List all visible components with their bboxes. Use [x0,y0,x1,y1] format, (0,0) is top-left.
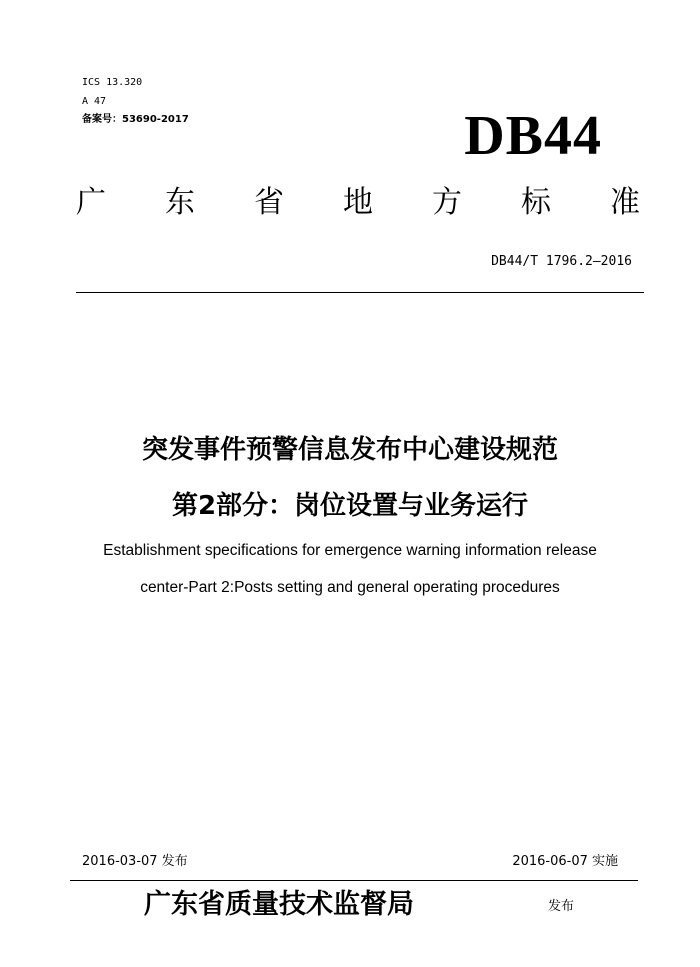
top-divider [76,292,644,293]
heading-char: 标 [521,185,551,220]
heading-char: 广 [76,185,106,220]
db44-logo: DB44 [464,105,602,167]
standard-code: DB44/T 1796.2—2016 [491,254,632,269]
heading-char: 方 [432,185,462,220]
bottom-divider [70,880,638,881]
ics-code: ICS 13.320 [82,77,143,88]
record-number: 备案号：53690-2017 [82,114,189,125]
category-code: A 47 [82,96,107,107]
title-main-chinese: 突发事件预警信息发布中心建设规范 [141,435,558,465]
issuing-authority: 广东省质量技术监督局 [144,889,414,920]
issue-date: 2016-03-07 发布 [82,854,188,869]
title-english-line2: center-Part 2:Posts setting and general operating procedures [140,579,560,596]
heading-char: 地 [343,185,373,220]
issuing-label: 发布 [548,899,575,914]
heading-char: 东 [165,185,195,220]
heading-char: 准 [610,185,640,220]
local-standard-heading [76,183,640,223]
heading-char: 省 [254,185,284,220]
title-sub-chinese: 第2部分：岗位设置与业务运行 [171,491,529,521]
implementation-date: 2016-06-07 实施 [512,854,618,869]
title-english-line1: Establishment specifications for emergence warning information release [103,542,597,559]
